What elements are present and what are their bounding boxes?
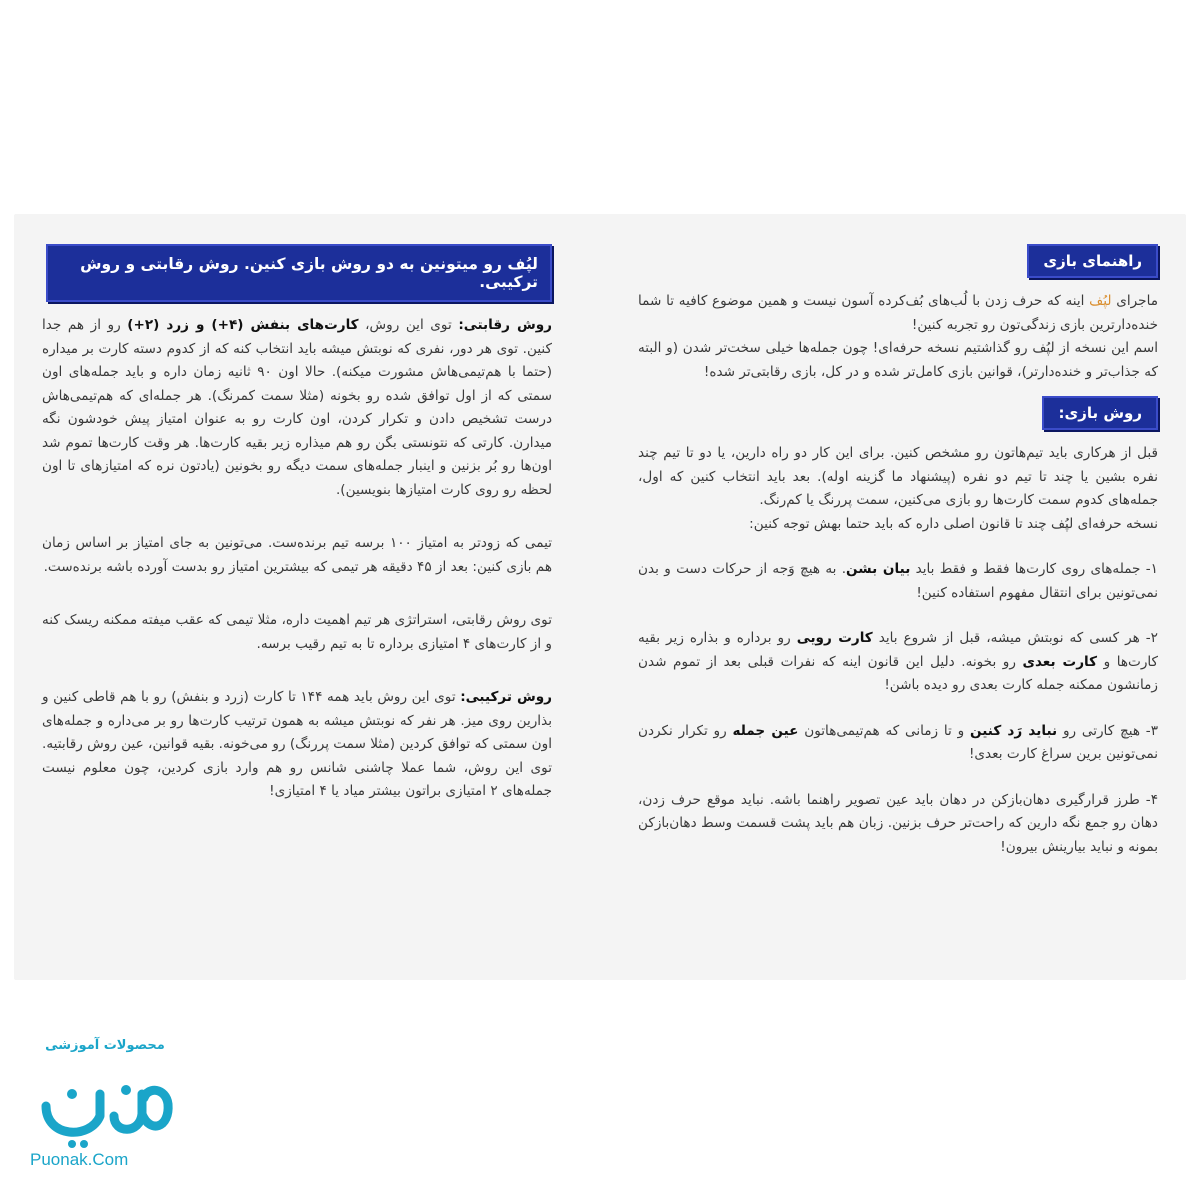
howto-heading: روش بازی: bbox=[1042, 396, 1158, 430]
rule-emphasis: بیان بشن bbox=[846, 561, 911, 577]
logo-title: محصولات آموزشی bbox=[45, 1038, 165, 1053]
mixed-mode bbox=[42, 686, 552, 804]
mode-text: توی این روش باید همه ۱۴۴ تا کارت (زرد و بنفش) رو با هم قاطی کنین و بذارین روی میز. هر نفر که نوبتش میشه به همون ترتیب کارت‌ها رو بر می‌داره و جمله‌های اون سمتی که توافق کردین (مثلا سمت پررنگ) رو می‌خونه. بقیه قوانین، عین روش رقابتیه. توی این روش، شما عملا چاشنی شانس رو هم وارد بازی کردین، چون معلوم نیست جمله‌های ۲ امتیازی براتون بیشتر میاد یا ۴ امتیازی! bbox=[42, 689, 552, 799]
rule-emphasis: نباید رَد کنین bbox=[969, 722, 1058, 739]
mixed-label: روش ترکیبی: bbox=[460, 689, 552, 705]
competitive-strategy: توی روش رقابتی، استراتژی هر تیم اهمیت داره، مثلا تیمی که عقب میفته ممکنه ریسک کنه و از کارت‌های ۴ امتیازی برداره تا به تیم رقیب برسه. bbox=[42, 612, 552, 652]
puonak-logo bbox=[30, 1038, 190, 1178]
competitive-label: روش رقابتی: bbox=[458, 317, 552, 333]
guide-intro-2: اسم این نسخه از لپُف رو گذاشتیم نسخه حرفه‌ای! چون جمله‌ها خیلی سخت‌تر شدن (و البته که جذاب‌تر و خنده‌دارتر)، قوانین بازی کامل‌تر شده و در کل، بازی رقابتی‌تر شده! bbox=[638, 340, 1158, 380]
card-colors: کارت‌های بنفش (۴+) و زرد (۲+) bbox=[127, 317, 359, 333]
intro-text: ماجرای bbox=[1116, 293, 1158, 309]
guide-intro-1 bbox=[638, 290, 1158, 337]
rule-text: رو برداره و بذاره زیر بقیه کارت‌ها و bbox=[638, 630, 1158, 670]
brand-name: لپُف bbox=[1089, 293, 1112, 309]
rule-text: رو تکرار نکردن نمی‌تونین برین سراغ کارت بعدی! bbox=[638, 722, 1158, 762]
guide-heading: راهنمای بازی bbox=[1027, 244, 1158, 278]
rule-text: ۱- جمله‌های روی کارت‌ها فقط و فقط باید bbox=[915, 561, 1158, 577]
logo-mark-icon bbox=[30, 1064, 180, 1150]
intro-text: اینه که حرف زدن با لُب‌های بُف‌کرده آسون نیست و همین موضوع کافیه تا شما خنده‌دارترین بازی زندگی‌تون رو تجربه کنین! bbox=[638, 293, 1158, 333]
rule-4: ۴- طرز قرارگیری دهان‌بازکن در دهان باید عین تصویر راهنما باشه. نباید موقع حرف زدن، دهان رو جمع نگه دارین که راحت‌تر حرف بزنین. زبان هم باید پشت قسمت وسط دهان‌بازکن بمونه و نباید بیارینش بیرون! bbox=[638, 791, 1158, 855]
instruction-card bbox=[14, 214, 1186, 980]
rule-text: ۳- هیچ کارتی رو bbox=[1062, 722, 1159, 739]
modes-column bbox=[42, 244, 552, 804]
competitive-mode bbox=[42, 314, 552, 502]
rule-text: . به هیچ وَجه از حرکات دست و بدن نمی‌تونین برای انتقال مفهوم استفاده کنین! bbox=[638, 561, 1158, 601]
rule-emphasis: عین جمله bbox=[732, 722, 799, 739]
competitive-winning: تیمی که زودتر به امتیاز ۱۰۰ برسه تیم برنده‌ست. می‌تونین به جای امتیاز بر اساس زمان هم بازی کنین: بعد از ۴۵ دقیقه هر تیمی که بیشترین امتیاز رو بدست آورده باشه برنده‌ست. bbox=[42, 535, 552, 575]
howto-para-1: قبل از هرکاری باید تیم‌هاتون رو مشخص کنین. برای این کار دو راه دارین، یا دو تا تیم چند نفره بشین یا چند تا تیم دو نفره (پیشنهاد ما گزینه اوله). بعد باید انتخاب کنین که اول، جمله‌های کدوم سمت کارت‌ها رو بازی می‌کنین، سمت پررنگ یا کم‌رنگ. bbox=[638, 445, 1158, 508]
rule-3 bbox=[638, 720, 1158, 767]
mode-text: رو از هم جدا کنین. توی هر دور، نفری که نوبتش میشه باید انتخاب کنه که از کدوم دسته کارت بر میداره (حتما با هم‌تیمی‌هاش مشورت میکنه). حالا اون ۹۰ ثانیه زمان داره و باید جمله‌های اون سمتی که از اول توافق شده رو بخونه (مثلا سمت کمرنگ). هر جمله‌ای که هم‌تیمی‌هاش درست تشخیص دادن و تکرار کردن، اون کارت رو به عنوان امتیاز پیش خودشون نگه میدارن. کارتی که نتونستی بگن رو هم میذاره زیر بقیه کارت‌ها. هر وقت کارت‌ها تموم شد اون‌ها رو بُر بزنین و اینبار جمله‌های سمت دیگه رو بخونین (یادتون نره که امتیازهای تا اون لحظه رو روی کارت امتیازها بنویسین). bbox=[42, 317, 552, 498]
rule-text: ۲- هر کسی که نوبتش میشه، قبل از شروع باید bbox=[878, 630, 1158, 646]
rule-1 bbox=[638, 558, 1158, 605]
rule-text: رو بخونه. دلیل این قانون اینه که نفرات قبلی بعد از تموم شدن زمانشون ممکنه جمله کارت بعدی رو دیده باشن! bbox=[638, 653, 1158, 693]
rule-emphasis: کارت بعدی bbox=[1022, 653, 1098, 670]
mode-text: توی این روش، bbox=[365, 317, 452, 333]
howto-para-2: نسخه حرفه‌ای لپُف چند تا قانون اصلی داره که باید حتما بهش توجه کنین: bbox=[749, 515, 1158, 532]
rule-2 bbox=[638, 627, 1158, 698]
logo-url: Puonak.Com bbox=[30, 1150, 129, 1169]
guide-column bbox=[638, 244, 1158, 859]
modes-banner: لپُف رو میتونین به دو روش بازی کنین. روش رقابتی و روش ترکیبی. bbox=[46, 244, 552, 302]
rule-text: و تا زمانی که هم‌تیمی‌هاتون bbox=[804, 722, 965, 739]
rule-emphasis: کارت رویی bbox=[796, 630, 873, 646]
